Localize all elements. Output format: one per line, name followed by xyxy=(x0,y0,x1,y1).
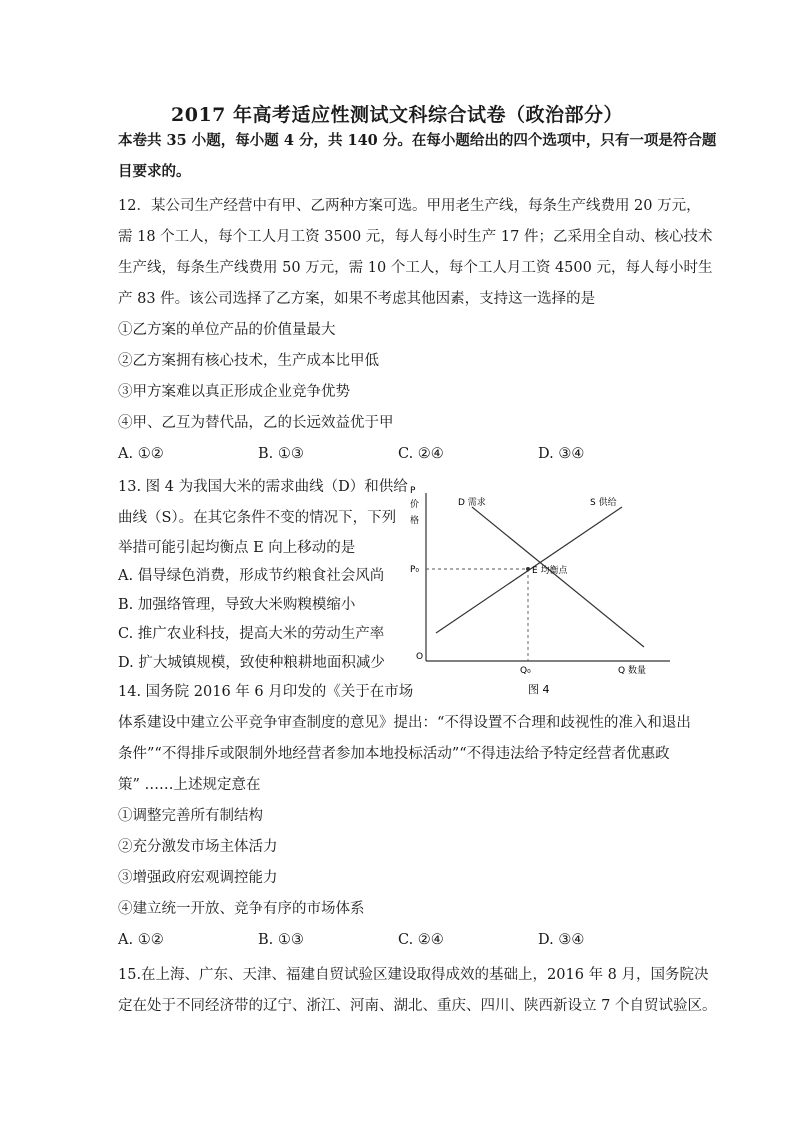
demand-curve xyxy=(472,507,644,647)
q14-choice-c[interactable]: C. ②④ xyxy=(398,932,444,948)
q15-stem-line-1: 15.在上海、广东、天津、福建自贸试验区建设取得成效的基础上，2016 年 8 月，国务院决 xyxy=(118,967,709,983)
q12-choice-c[interactable]: C. ②④ xyxy=(398,446,444,462)
q14-item-3: ③增强政府宏观调控能力 xyxy=(118,870,278,886)
page-title: 2017 年高考适应性测试文科综合试卷（政治部分） xyxy=(171,104,623,126)
q12-item-2: ②乙方案拥有核心技术，生产成本比甲低 xyxy=(118,353,379,369)
q14-choice-d[interactable]: D. ③④ xyxy=(538,932,585,948)
q13-choice-b[interactable]: B. 加强络管理，导致大米购糗模缩小 xyxy=(118,597,356,613)
equilibrium-point xyxy=(526,567,530,571)
q13-choice-d[interactable]: D. 扩大城镇规模，致使种粮耕地面积减少 xyxy=(118,655,385,671)
figure-supply-demand xyxy=(408,483,688,698)
q14-stem-line-4: 策” ……上述规定意在 xyxy=(118,777,261,793)
q12-stem-line-2: 需 18 个工人，每个工人月工资 3500 元，每人每小时生产 17 件；乙采用全自动、核心技术 xyxy=(118,229,713,245)
q14-choice-a[interactable]: A. ①② xyxy=(118,932,164,948)
q13-choice-a[interactable]: A. 倡导绿色消费，形成节约粮食社会风尚 xyxy=(118,568,385,584)
demand-label: D 需求 xyxy=(458,498,486,508)
equilibrium-price-label: P₀ xyxy=(410,565,420,575)
q12-choice-d[interactable]: D. ③④ xyxy=(538,446,585,462)
y-axis-label-jia: 价 xyxy=(410,500,420,510)
intro-line-1: 本卷共 35 小题，每小题 4 分，共 140 分。在每小题给出的四个选项中，只有一项是符合题 xyxy=(118,132,717,149)
q13-choice-c[interactable]: C. 推广农业科技，提高大米的劳动生产率 xyxy=(118,626,385,642)
intro-line-2: 目要求的。 xyxy=(118,163,191,180)
q14-stem-line-3: 条件”“不得排斥或限制外地经营者参加本地投标活动”“不得违法给予特定经营者优惠政 xyxy=(118,746,670,762)
q14-item-4: ④建立统一开放、竞争有序的市场体系 xyxy=(118,901,365,917)
q12-stem-line-3: 生产线，每条生产线费用 50 万元，需 10 个工人，每个工人月工资 4500 元，每人每小时生 xyxy=(118,260,713,276)
q14-choice-b[interactable]: B. ①③ xyxy=(258,932,304,948)
q15-stem-line-2: 定在处于不同经济带的辽宁、浙江、河南、湖北、重庆、四川、陕西新设立 7 个自贸试验区。 xyxy=(118,998,717,1014)
equilibrium-quantity-label: Q₀ xyxy=(520,666,531,676)
q14-stem-line-1: 14. 国务院 2016 年 6 月印发的《关于在市场 xyxy=(118,684,414,700)
q13-stem-line-3: 举措可能引起均衡点 E 向上移动的是 xyxy=(118,540,356,556)
q13-stem-line-1: 13. 图 4 为我国大米的需求曲线（D）和供给 xyxy=(118,479,408,495)
q12-item-1: ①乙方案的单位产品的价值量最大 xyxy=(118,322,336,338)
origin-label: O xyxy=(416,652,424,662)
q13-stem-line-2: 曲线（S）。在其它条件不变的情况下，下列 xyxy=(118,510,397,526)
y-axis-label-ge: 格 xyxy=(410,516,420,526)
y-axis-label-p: P xyxy=(410,486,416,496)
q14-item-2: ②充分激发市场主体活力 xyxy=(118,839,278,855)
q12-item-4: ④甲、乙互为替代品，乙的长远效益优于甲 xyxy=(118,415,394,431)
q14-item-1: ①调整完善所有制结构 xyxy=(118,808,263,824)
q12-choice-a[interactable]: A. ①② xyxy=(118,446,164,462)
q12-choices xyxy=(118,444,678,464)
figure-caption: 图 4 xyxy=(528,683,550,696)
q12-choice-b[interactable]: B. ①③ xyxy=(258,446,304,462)
q12-stem-line-4: 产 83 件。该公司选择了乙方案，如果不考虑其他因素，支持这一选择的是 xyxy=(118,291,596,307)
q14-choices xyxy=(118,930,678,950)
q12-stem-line-1: 12．某公司生产经营中有甲、乙两种方案可选。甲用老生产线，每条生产线费用 20 万元， xyxy=(118,198,701,214)
equilibrium-label: E 均衡点 xyxy=(532,566,568,576)
q12-item-3: ③甲方案难以真正形成企业竞争优势 xyxy=(118,384,350,400)
q14-stem-line-2: 体系建设中建立公平竞争审查制度的意见》提出：“不得设置不合理和歧视性的准入和退出 xyxy=(118,715,691,731)
supply-label: S 供给 xyxy=(590,498,617,508)
supply-demand-diagram xyxy=(408,483,688,698)
x-axis-label: Q 数量 xyxy=(618,666,646,676)
